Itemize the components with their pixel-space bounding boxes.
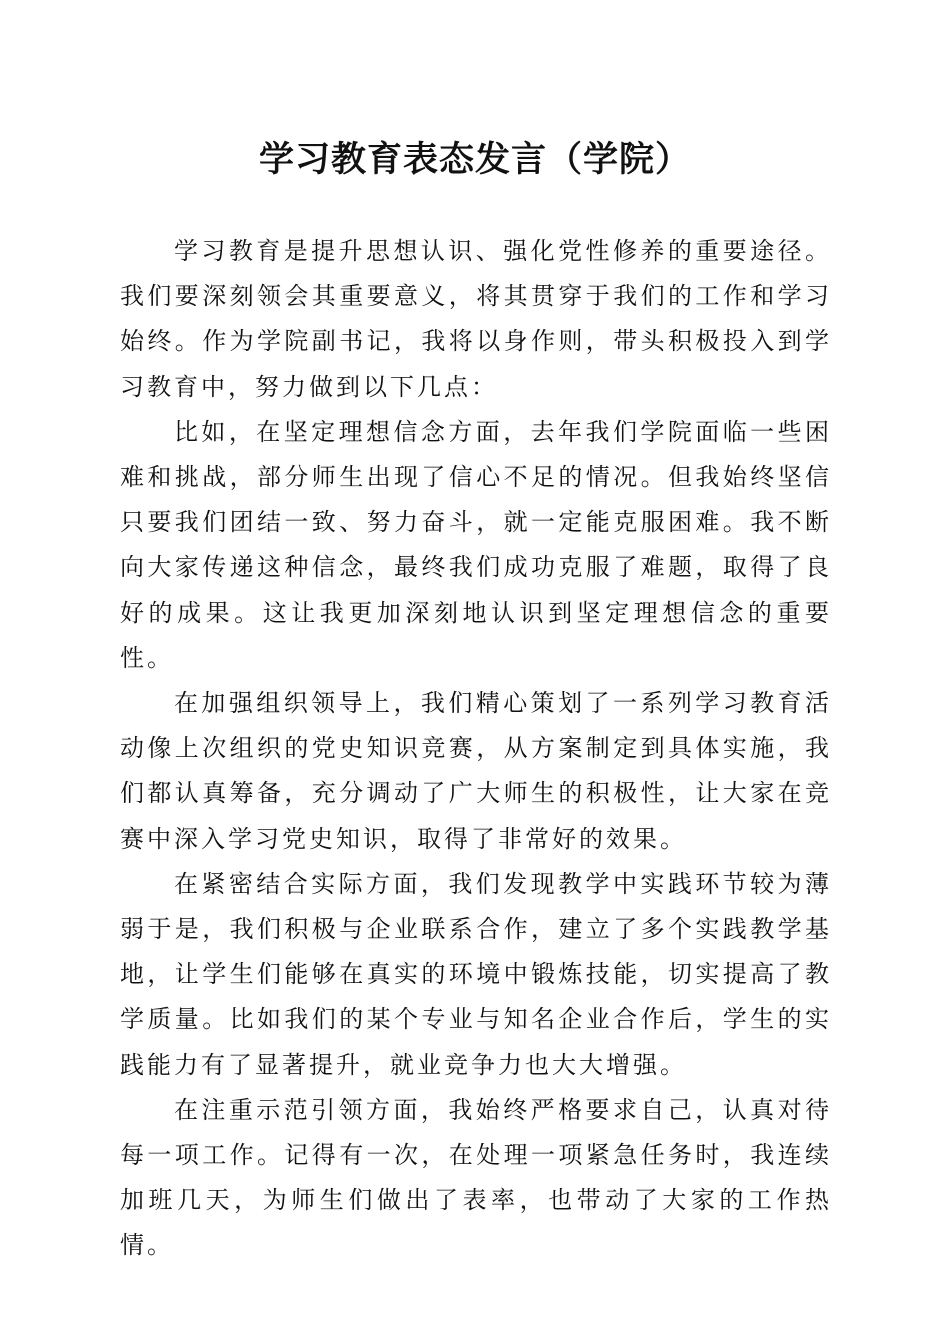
paragraph-organization: 在加强组织领导上，我们精心策划了一系列学习教育活动像上次组织的党史知识竞赛，从方案制定到具体实施，我们都认真筹备，充分调动了广大师生的积极性，让大家在竞赛中深入学习党史知识，取得了非常好的效果。 — [120, 689, 832, 853]
document-title: 学习教育表态发言（学院） — [258, 139, 691, 180]
paragraph-practice: 在紧密结合实际方面，我们发现教学中实践环节较为薄弱于是，我们积极与企业联系合作，建立了多个实践教学基地，让学生们能够在真实的环境中锻炼技能，切实提高了教学质量。比如我们的某个专业与知名企业合作后，学生的实践能力有了显著提升，就业竞争力也大大增强。 — [120, 869, 832, 1079]
paragraph-intro: 学习教育是提升思想认识、强化党性修养的重要途径。我们要深刻领会其重要意义，将其贯穿于我们的工作和学习始终。作为学院副书记，我将以身作则，带头积极投入到学习教育中，努力做到以下几点： — [120, 237, 832, 401]
paragraph-ideals: 比如，在坚定理想信念方面，去年我们学院面临一些困难和挑战，部分师生出现了信心不足的情况。但我始终坚信只要我们团结一致、努力奋斗，就一定能克服困难。我不断向大家传递这种信念，最终我们成功克服了难题，取得了良好的成果。这让我更加深刻地认识到坚定理想信念的重要性。 — [120, 417, 832, 672]
document-body — [120, 229, 832, 1269]
paragraph-leadership: 在注重示范引领方面，我始终严格要求自己，认真对待每一项工作。记得有一次，在处理一项紧急任务时，我连续加班几天，为师生们做出了表率，也带动了大家的工作热情。 — [120, 1095, 832, 1260]
